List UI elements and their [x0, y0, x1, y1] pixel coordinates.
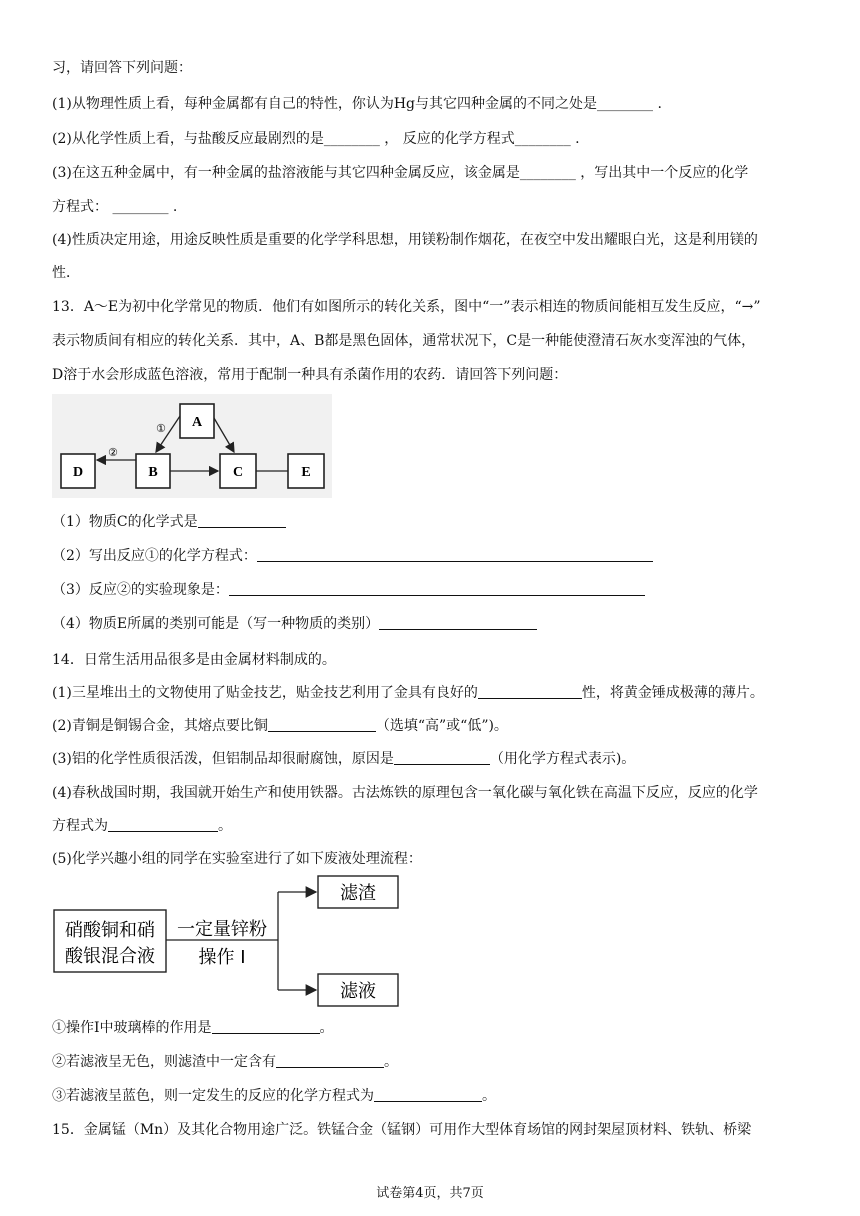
question-14-stem: 14．日常生活用品很多是由金属材料制成的。	[52, 652, 336, 668]
answer-blank[interactable]	[478, 684, 582, 699]
p4-text: 方程式为	[52, 818, 108, 834]
c1-text: ①操作I中玻璃棒的作用是	[52, 1020, 212, 1036]
text-line: 性．	[52, 265, 80, 281]
question-13-sub1	[52, 512, 286, 532]
operation-label: 操作 I	[198, 947, 246, 968]
p1-tail: 性，将黄金锤成极薄的薄片。	[581, 685, 764, 701]
c3-text: ③若滤液呈蓝色，则一定发生的反应的化学方程式为	[52, 1088, 374, 1104]
text-line: 方程式： ________ .	[52, 199, 178, 215]
sub1-text: （1）物质C的化学式是	[52, 514, 198, 530]
c2-tail: 。	[384, 1054, 398, 1070]
question-12-part3: (3)在这五种金属中，有一种金属的盐溶液能与其它四种金属反应，该金属是________ ，写出其中一个反应的化学	[52, 165, 749, 181]
reaction-2-label: ②	[108, 446, 118, 459]
question-14-5-1	[52, 1018, 334, 1038]
conversion-diagram	[52, 394, 332, 498]
answer-blank[interactable]	[198, 513, 286, 528]
page-footer: 试卷第4页，共7页	[376, 1186, 484, 1201]
question-12-part4: (4)性质决定用途，用途反映性质是重要的化学学科思想，用镁粉制作烟花，在夜空中发出耀眼白光，这是利用镁的	[52, 232, 758, 248]
p3-text: (3)铝的化学性质很活泼，但铝制品却很耐腐蚀，原因是	[52, 751, 394, 767]
mixture-label-1: 硝酸铜和硝	[65, 920, 155, 941]
question-14-part3	[52, 749, 635, 769]
reagent-label: 一定量锌粉	[177, 919, 267, 940]
answer-blank[interactable]	[108, 817, 218, 832]
p2-text: (2)青铜是铜锡合金，其熔点要比铜	[52, 718, 268, 734]
c3-tail: 。	[482, 1088, 496, 1104]
question-14-part4-cont	[52, 816, 232, 836]
node-c-label: C	[232, 465, 244, 480]
answer-blank[interactable]	[374, 1087, 482, 1102]
question-14-5-3	[52, 1086, 496, 1106]
p3-tail: （用化学方程式表示)。	[489, 751, 636, 767]
answer-blank[interactable]	[257, 547, 653, 562]
question-13-stem: 13．A～E为初中化学常见的物质．他们有如图所示的转化关系，图中“一”表示相连的物质间能相互发生反应，“→”	[52, 299, 761, 315]
answer-blank[interactable]	[379, 615, 537, 630]
answer-blank[interactable]	[212, 1019, 320, 1034]
text-line: 习，请回答下列问题：	[52, 60, 192, 76]
c1-tail: 。	[319, 1020, 334, 1036]
p2-tail: （选填“高”或“低”)。	[375, 718, 508, 734]
text-line: D溶于水会形成蓝色溶液，常用于配制一种具有杀菌作用的农药．请回答下列问题：	[52, 367, 568, 383]
sub4-text: （4）物质E所属的类别可能是（写一种物质的类别）	[52, 616, 380, 632]
question-15-stem: 15．金属锰（Mn）及其化合物用途广泛。铁锰合金（锰钢）可用作大型体育场馆的网封架屋顶材料、铁轨、桥梁	[52, 1122, 752, 1138]
question-14-5-2	[52, 1052, 398, 1072]
question-12-part2: (2)从化学性质上看，与盐酸反应最剧烈的是________ ， 反应的化学方程式________ .	[52, 131, 580, 147]
filtrate-label: 滤液	[340, 981, 376, 1002]
p4-tail: 。	[218, 818, 232, 834]
question-13-sub4	[52, 614, 537, 634]
question-13-sub3	[52, 580, 645, 600]
node-a-label: A	[191, 415, 203, 430]
mixture-label-2: 酸银混合液	[65, 946, 155, 967]
answer-blank[interactable]	[276, 1053, 384, 1068]
question-14-part5: (5)化学兴趣小组的同学在实验室进行了如下废液处理流程：	[52, 851, 422, 867]
waste-treatment-flowchart	[52, 872, 404, 1008]
p1-text: (1)三星堆出土的文物使用了贴金技艺，贴金技艺利用了金具有良好的	[52, 685, 478, 701]
answer-blank[interactable]	[394, 750, 490, 765]
answer-blank[interactable]	[229, 581, 645, 596]
question-13-sub2	[52, 546, 653, 566]
reaction-1-label: ①	[156, 422, 166, 435]
residue-label: 滤渣	[340, 883, 376, 904]
question-14-part1	[52, 683, 764, 703]
question-12-part1: (1)从物理性质上看，每种金属都有自己的特性，你认为Hg与其它四种金属的不同之处是________ .	[52, 96, 662, 112]
question-14-part4: (4)春秋战国时期，我国就开始生产和使用铁器。古法炼铁的原理包含一氧化碳与氧化铁在高温下反应，反应的化学	[52, 785, 758, 801]
question-14-part2	[52, 716, 508, 736]
sub2-text: （2）写出反应①的化学方程式：	[52, 548, 257, 564]
node-b-label: B	[148, 465, 158, 480]
c2-text: ②若滤液呈无色，则滤渣中一定含有	[52, 1054, 276, 1070]
text-line: 表示物质间有相应的转化关系．其中，A、B都是黑色固体，通常状况下，C是一种能使澄清石灰水变浑浊的气体，	[52, 333, 756, 349]
sub3-text: （3）反应②的实验现象是：	[52, 582, 229, 598]
answer-blank[interactable]	[268, 717, 376, 732]
node-e-label: E	[301, 465, 311, 480]
node-d-label: D	[72, 465, 84, 480]
